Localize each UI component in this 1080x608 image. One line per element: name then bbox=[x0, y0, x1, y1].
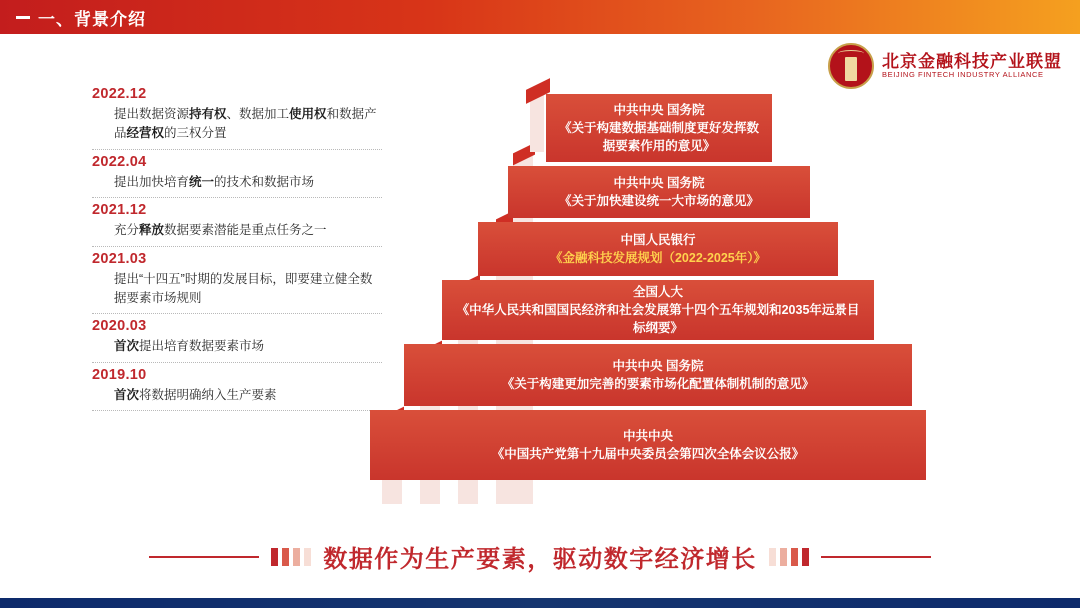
step-issuer: 中共中央 国务院 bbox=[612, 358, 704, 373]
page-title: 一、背景介绍 bbox=[38, 9, 146, 29]
timeline-description: 首次将数据明确纳入生产要素 bbox=[92, 386, 382, 411]
timeline-description: 提出“十四五”时期的发展目标，即要建立健全数据要素市场规则 bbox=[92, 270, 382, 315]
list-item bbox=[92, 86, 392, 150]
step-issuer: 中共中央 bbox=[622, 428, 673, 443]
brand-logo-text bbox=[882, 52, 1062, 80]
timeline-year: 2021.03 bbox=[92, 250, 147, 267]
timeline-year: 2019.10 bbox=[92, 366, 147, 383]
timeline-description: 提出数据资源持有权、数据加工使用权和数据产品经营权的三权分置 bbox=[92, 105, 382, 150]
footer-rule-left bbox=[149, 556, 259, 558]
bottom-bar bbox=[0, 598, 1080, 608]
step-card-1[interactable] bbox=[546, 94, 772, 162]
list-item bbox=[92, 251, 392, 315]
step-document: 《关于构建数据基础制度更好发挥数据要素作用的意见》 bbox=[558, 120, 759, 154]
timeline-year: 2022.12 bbox=[92, 86, 147, 102]
step-card-3[interactable] bbox=[478, 222, 838, 276]
step-issuer: 全国人大 bbox=[632, 284, 683, 299]
timeline-description: 首次提出培育数据要素市场 bbox=[92, 337, 382, 362]
policy-staircase bbox=[360, 84, 920, 504]
step-issuer: 中共中央 国务院 bbox=[613, 102, 705, 117]
step-issuer: 中共中央 国务院 bbox=[613, 175, 705, 190]
list-item bbox=[92, 154, 392, 198]
timeline-description: 充分释放数据要素潜能是重点任务之一 bbox=[92, 221, 382, 246]
step-card-4[interactable] bbox=[442, 280, 874, 340]
brand-name-cn: 北京金融科技产业联盟 bbox=[882, 51, 1062, 71]
title-bar-content bbox=[0, 0, 146, 34]
footer-banner bbox=[0, 539, 1080, 574]
brand-logo bbox=[828, 43, 1062, 89]
step-card-6[interactable] bbox=[370, 410, 926, 480]
timeline-year: 2021.12 bbox=[92, 202, 147, 219]
footer-bars-right-icon bbox=[769, 548, 809, 566]
timeline-year: 2022.04 bbox=[92, 153, 147, 170]
step-document: 《中国共产党第十九届中央委员会第四次全体会议公报》 bbox=[491, 447, 805, 461]
step-document: 《关于加快建设统一大市场的意见》 bbox=[558, 194, 759, 208]
footer-bars-left-icon bbox=[271, 548, 311, 566]
timeline-list bbox=[92, 86, 392, 415]
brand-name-en: BEIJING FINTECH INDUSTRY ALLIANCE bbox=[882, 70, 1044, 80]
step-issuer: 中国人民银行 bbox=[620, 232, 696, 247]
step-card-5[interactable] bbox=[404, 344, 912, 406]
step-card-2[interactable] bbox=[508, 166, 810, 218]
list-item bbox=[92, 367, 392, 411]
title-bar bbox=[0, 0, 1080, 34]
list-item bbox=[92, 318, 392, 362]
list-item bbox=[92, 202, 392, 246]
timeline-year: 2020.03 bbox=[92, 318, 147, 335]
title-dash-icon bbox=[16, 16, 30, 19]
timeline-description: 提出加快培育统一的技术和数据市场 bbox=[92, 173, 382, 198]
footer-slogan: 数据作为生产要素，驱动数字经济增长 bbox=[323, 546, 757, 573]
stair-riser bbox=[530, 92, 544, 152]
step-document: 《中华人民共和国国民经济和社会发展第十四个五年规划和2035年远景目标纲要》 bbox=[456, 302, 860, 336]
step-document: 《金融科技发展规划（2022-2025年）》 bbox=[549, 251, 767, 265]
step-document: 《关于构建更加完善的要素市场化配置体制机制的意见》 bbox=[501, 377, 815, 391]
footer-rule-right bbox=[821, 556, 931, 558]
alliance-seal-icon bbox=[828, 43, 874, 89]
